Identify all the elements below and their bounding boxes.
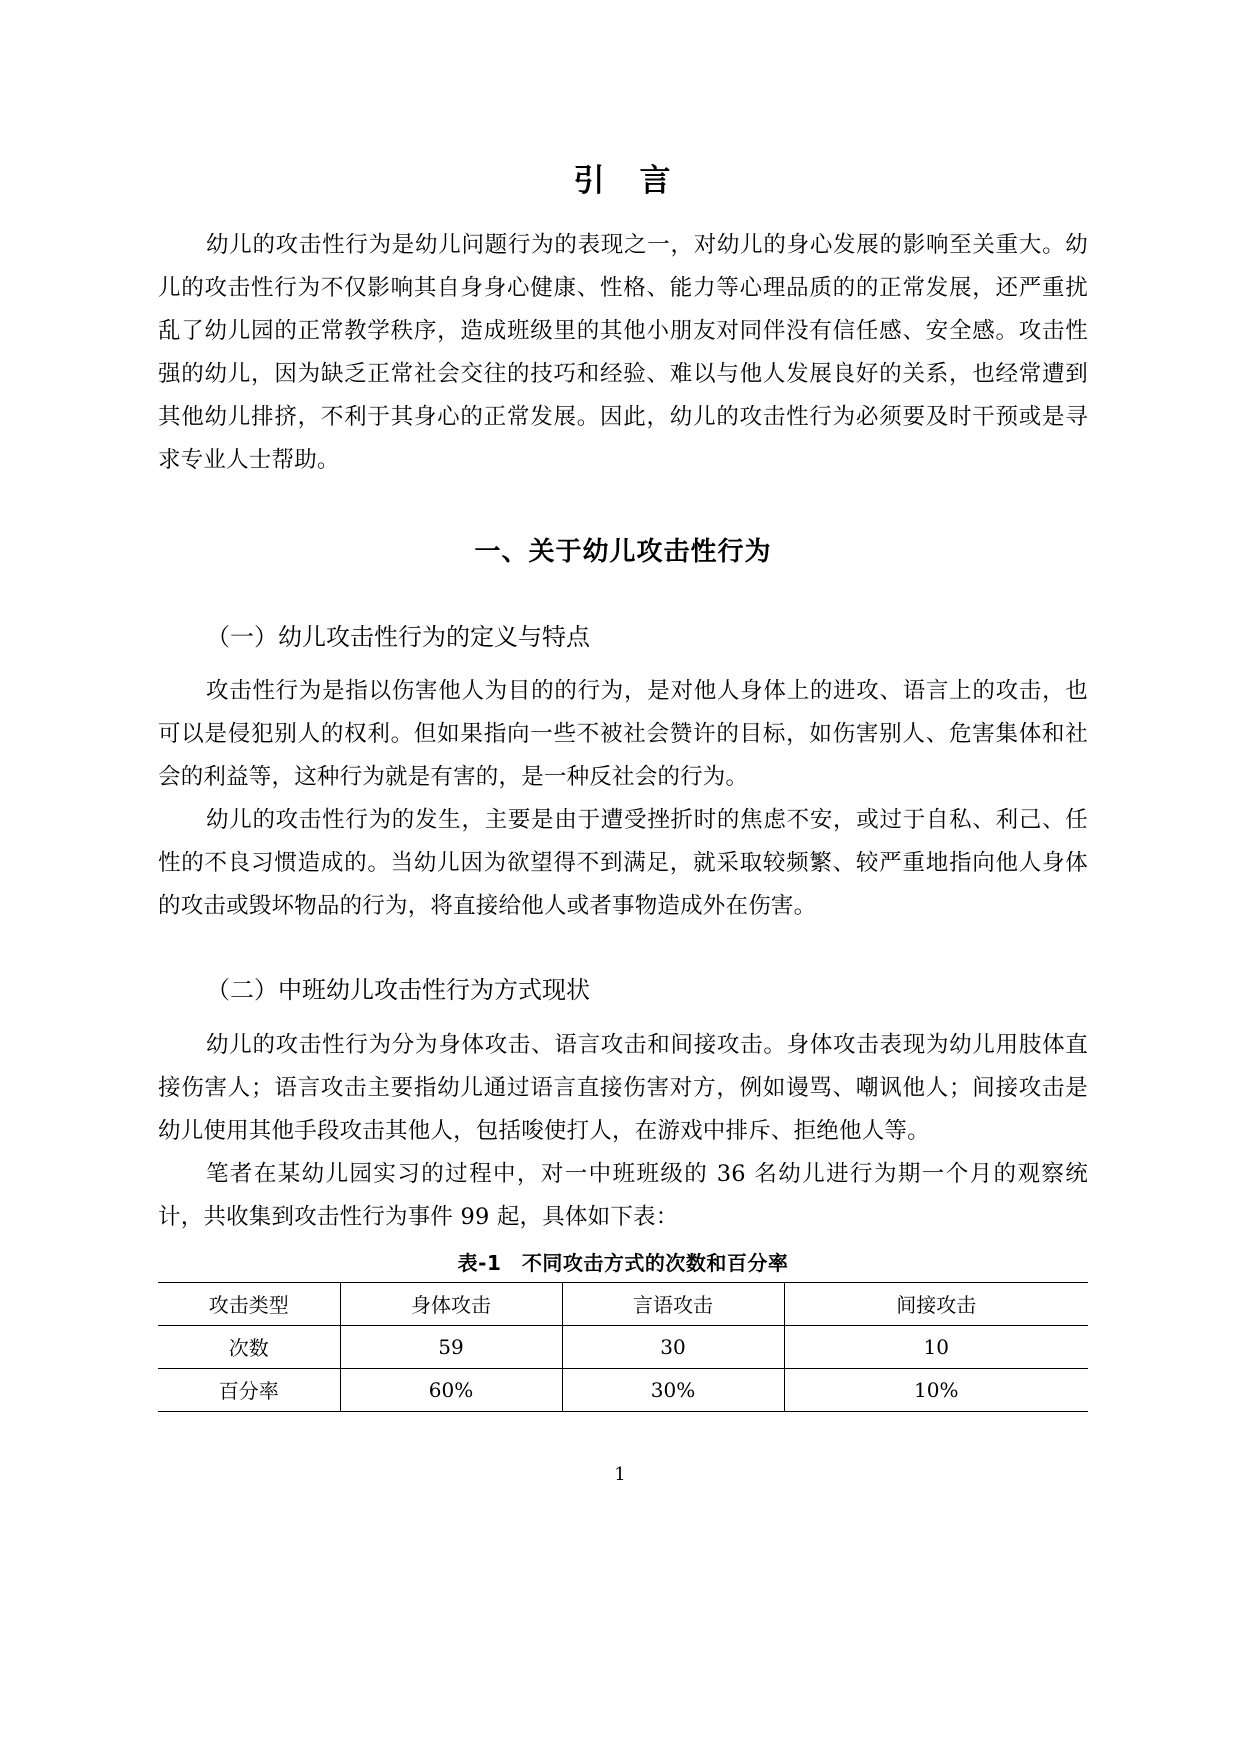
page-title: 引 言 (573, 163, 673, 199)
paragraph-1-2-b: 笔者在某幼儿园实习的过程中，对一中班班级的 36 名幼儿进行为期一个月的观察统计，共收集到攻击性行为事件 99 起，具体如下表： (158, 1160, 1088, 1230)
table-row (158, 1368, 1088, 1411)
subsection-heading-1-1: （一）幼儿攻击性行为的定义与特点 (206, 622, 590, 651)
spacer (158, 656, 1088, 670)
aggression-type-table (158, 1282, 1088, 1412)
table-cell: 30 (562, 1325, 784, 1368)
table-caption: 表-1 不同攻击方式的次数和百分率 (457, 1250, 789, 1275)
table-cell: 间接攻击 (784, 1282, 1088, 1325)
table-cell: 次数 (158, 1325, 340, 1368)
paragraph-1-1-b: 幼儿的攻击性行为的发生，主要是由于遭受挫折时的焦虑不安，或过于自私、利己、任性的不良习惯造成的。当幼儿因为欲望得不到满足，就采取较频繁、较严重地指向他人身体的攻击或毁坏物品的行为，将直接给他人或者事物造成外在伤害。 (158, 807, 1088, 920)
subsection-heading-1-2: （二）中班幼儿攻击性行为方式现状 (206, 976, 590, 1005)
paragraph-1-2-a: 幼儿的攻击性行为分为身体攻击、语言攻击和间接攻击。身体攻击表现为幼儿用肢体直接伤害人；语言攻击主要指幼儿通过语言直接伤害对方，例如谩骂、嘲讽他人；间接攻击是幼儿使用其他手段攻击其他人，包括唆使打人，在游戏中排斥、拒绝他人等。 (158, 1031, 1088, 1144)
table-cell: 10 (784, 1325, 1088, 1368)
spacer (158, 200, 1088, 224)
table-cell: 10% (784, 1368, 1088, 1411)
table-cell: 身体攻击 (340, 1282, 562, 1325)
table-cell: 60% (340, 1368, 562, 1411)
table-row (158, 1325, 1088, 1368)
table-cell: 59 (340, 1325, 562, 1368)
paragraph-1-1-a: 攻击性行为是指以伤害他人为目的的行为，是对他人身体上的进攻、语言上的攻击，也可以是侵犯别人的权利。但如果指向一些不被社会赞许的目标，如伤害别人、危害集体和社会的利益等，这种行为就是有害的，是一种反社会的行为。 (158, 678, 1088, 791)
table-body (158, 1282, 1088, 1411)
section-heading-1: 一、关于幼儿攻击性行为 (474, 537, 772, 568)
table-cell: 百分率 (158, 1368, 340, 1411)
spacer (158, 1010, 1088, 1024)
page-number: 1 (614, 1464, 626, 1485)
table-cell: 30% (562, 1368, 784, 1411)
page-content (158, 0, 1088, 1412)
table-row (158, 1282, 1088, 1325)
table-cell: 言语攻击 (562, 1282, 784, 1325)
table-cell: 攻击类型 (158, 1282, 340, 1325)
intro-paragraph: 幼儿的攻击性行为是幼儿问题行为的表现之一，对幼儿的身心发展的影响至关重大。幼儿的攻击性行为不仅影响其自身身心健康、性格、能力等心理品质的的正常发展，还严重扰乱了幼儿园的正常教学秩序，造成班级里的其他小朋友对同伴没有信任感、安全感。攻击性强的幼儿，因为缺乏正常社会交往的技巧和经验、难以与他人发展良好的关系，也经常遭到其他幼儿排挤，不利于其身心的正常发展。因此，幼儿的攻击性行为必须要及时干预或是寻求专业人士帮助。 (158, 232, 1088, 474)
